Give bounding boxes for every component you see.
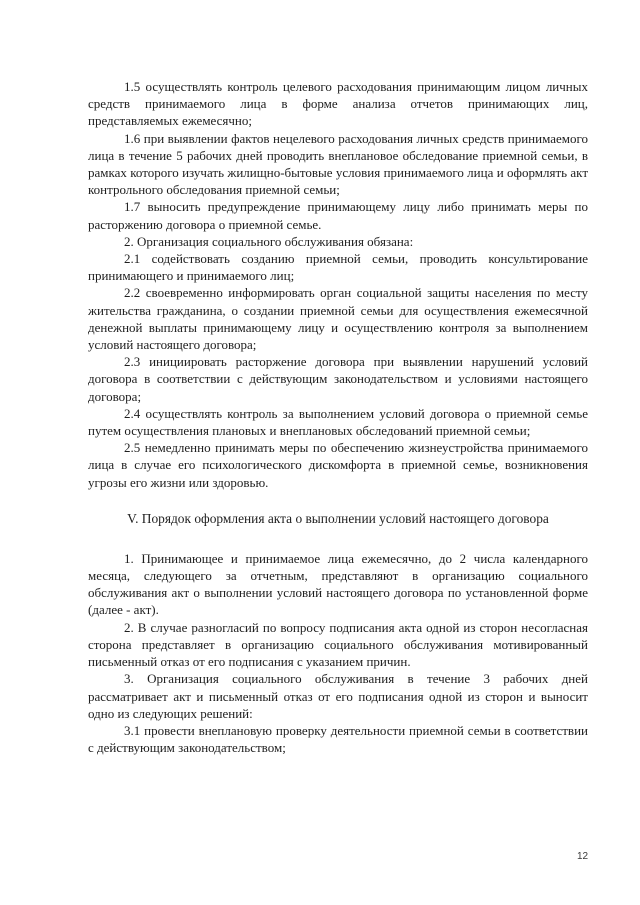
paragraph-2: 2. Организация социального обслуживания обязана: [124, 233, 414, 249]
document-body [88, 78, 588, 756]
page-number: 12 [577, 851, 589, 862]
paragraph-2-2: 2.2 своевременно информировать орган социальной защиты населения по месту жительства гражданина, о создании приемной семьи для осуществления ежемесячной денежной выплаты принимающему лицу и осуществлению контроля за выполнением условий настоящего договора; [88, 285, 588, 353]
paragraph-2-3: 2.3 инициировать расторжение договора при выявлении нарушений условий договора в соответствии с действующим законодательством и условиями настоящего договора; [88, 354, 588, 404]
paragraph-v-1: 1. Принимающее и принимаемое лица ежемесячно, до 2 числа календарного месяца, следующего за отчетным, представляют в организацию социального обслуживания акт о выполнении условий настоящего договора по установленной форме (далее - акт). [88, 550, 588, 618]
paragraph-2-5: 2.5 немедленно принимать меры по обеспечению жизнеустройства принимаемого лица в случае его психологического дискомфорта в приемной семье, возникновения угрозы его жизни или здоровью. [88, 440, 588, 490]
paragraph-v-2: 2. В случае разногласий по вопросу подписания акта одной из сторон несогласная сторона представляет в организацию социального обслуживания мотивированный письменный отказ от его подписания с указанием причин. [88, 619, 588, 670]
paragraph-1-6: 1.6 при выявлении фактов нецелевого расходования личных средств принимаемого лица в течение 5 рабочих дней проводить внеплановое обследование приемной семьи, в рамках которого изучать жилищно-бытовые условия принимаемого лица и оформлять акт контрольного обследования приемной семьи; [88, 130, 588, 198]
section-heading: V. Порядок оформления акта о выполнении условий настоящего договора [127, 510, 549, 526]
paragraph-v-3-1: 3.1 провести внеплановую проверку деятельности приемной семьи в соответствии с действующим законодательством; [88, 722, 588, 756]
paragraph-2-1: 2.1 содействовать созданию приемной семьи, проводить консультирование принимающего и принимаемого лиц; [88, 251, 588, 284]
paragraph-1-7: 1.7 выносить предупреждение принимающему лицу либо принимать меры по расторжению договора о приемной семье. [88, 199, 588, 232]
paragraph-1-5: 1.5 осуществлять контроль целевого расходования принимающим лицом личных средств принимаемого лица в форме анализа отчетов принимающих лиц, представляемых ежемесячно; [88, 79, 588, 129]
paragraph-2-4: 2.4 осуществлять контроль за выполнением условий договора о приемной семье путем осуществления плановых и внеплановых обследований приемной семьи; [88, 405, 588, 439]
paragraph-v-3: 3. Организация социального обслуживания в течение 3 рабочих дней рассматривает акт и письменный отказ от его подписания одной из сторон и выносит одно из следующих решений: [88, 671, 588, 721]
